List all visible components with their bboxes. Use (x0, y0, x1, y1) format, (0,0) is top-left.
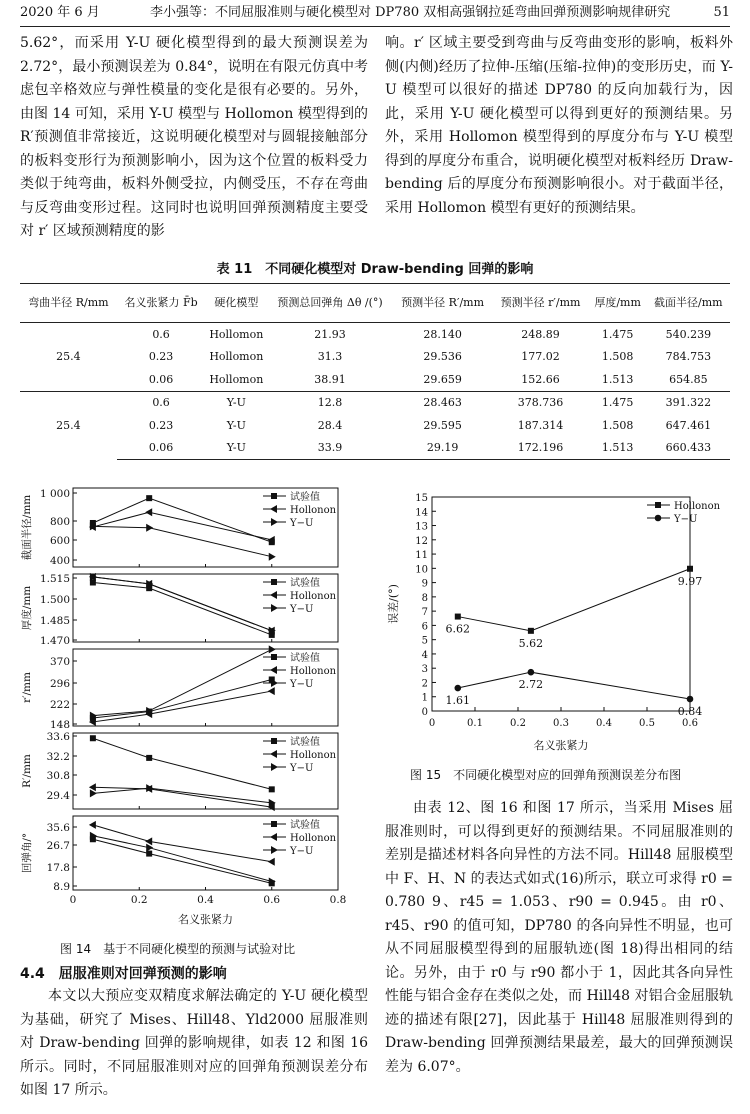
y-tick-label: 222 (49, 699, 70, 711)
legend-label: Hollonon (290, 833, 337, 844)
cell: 378.736 (492, 391, 588, 414)
marker-triangle-left (89, 821, 96, 829)
y-axis-label: r′/mm (21, 672, 33, 703)
fig14-panel (21, 731, 338, 811)
cell: 12.8 (267, 391, 392, 414)
y-tick-label: 400 (49, 555, 70, 567)
cell: 38.91 (314, 372, 346, 386)
cell: 1.508 (601, 350, 634, 364)
y-tick-label: 1.515 (39, 573, 70, 585)
series-line (93, 583, 272, 635)
figure-15-caption: 图 15 不同硬化模型对应的回弹角预测误差分布图 (410, 768, 682, 782)
marker-triangle-right (271, 846, 278, 854)
marker-triangle-left (270, 591, 277, 599)
table-header-row (20, 284, 730, 323)
y-tick-label: 15 (415, 493, 428, 504)
series-line (93, 788, 272, 803)
body-text-left-top (20, 32, 368, 244)
y-tick-label: 11 (415, 550, 428, 562)
legend-label: 试验值 (290, 820, 320, 831)
y-tick-label: 32.2 (46, 751, 70, 763)
y-tick-label: 0 (421, 707, 428, 718)
legend-label: Y−U (290, 846, 314, 857)
cell: 21.93 (314, 327, 346, 341)
cell: 33.9 (267, 437, 392, 460)
page-number: 51 (713, 5, 730, 20)
y-tick-label: 2 (421, 678, 428, 690)
y-tick-label: 296 (49, 678, 70, 690)
x-tick-label: 0 (428, 718, 436, 729)
cell: 31.3 (317, 350, 343, 364)
marker-square (90, 580, 96, 586)
body-text-right-bottom (385, 797, 733, 1079)
y-tick-label: 9 (421, 578, 428, 590)
legend-label: Hollonon (290, 505, 337, 516)
marker-circle (655, 515, 662, 522)
cell: 784.753 (665, 350, 712, 364)
cell: 172.196 (492, 437, 588, 460)
marker-square (455, 614, 461, 620)
y-tick-label: 17.8 (46, 862, 70, 874)
y-tick-label: 6 (421, 621, 428, 633)
marker-square (655, 502, 661, 508)
marker-triangle-left (270, 750, 277, 758)
table-row (20, 346, 730, 369)
y-tick-label: 4 (421, 649, 428, 661)
header-rule (20, 26, 730, 27)
marker-triangle-right (146, 524, 153, 532)
figure-14 (18, 478, 370, 933)
marker-circle (455, 685, 462, 692)
y-tick-label: 370 (49, 656, 70, 668)
marker-square (146, 851, 152, 857)
data-label: 9.97 (677, 574, 703, 588)
cell: 1.475 (589, 391, 647, 414)
cell: 29.659 (423, 372, 462, 386)
table-row (20, 391, 730, 414)
cell: 1.508 (601, 418, 634, 432)
data-label: 0.84 (677, 705, 703, 719)
series-line (93, 738, 272, 789)
cell: 0.06 (148, 372, 174, 386)
cell: 187.314 (517, 418, 564, 432)
table-row (20, 323, 730, 346)
x-tick-label: 0.2 (510, 718, 526, 729)
marker-square (271, 821, 277, 827)
legend-label: Y−U (290, 679, 314, 690)
series-line (93, 836, 272, 882)
cell: 0.06 (117, 437, 206, 460)
legend-label: 试验值 (290, 653, 320, 664)
y-tick-label: 600 (49, 535, 70, 547)
x-tick-label: 0.3 (553, 718, 569, 729)
series-line (93, 787, 272, 807)
cell: 29.595 (423, 418, 462, 432)
cell: 28.4 (317, 418, 343, 432)
marker-triangle-left (270, 666, 277, 674)
x-tick-label: 0.4 (596, 718, 612, 729)
header-date: 2020 年 6 月 (20, 5, 100, 20)
x-tick-label: 0.6 (263, 894, 281, 906)
fig14-panel (20, 488, 338, 567)
marker-square (687, 566, 693, 572)
series-line (458, 569, 690, 631)
marker-triangle-left (270, 505, 277, 513)
y-tick-label: 800 (49, 516, 70, 528)
x-tick-label: 0.6 (682, 718, 698, 729)
cell: 0.23 (148, 350, 174, 364)
marker-square (269, 786, 275, 792)
series-line (93, 691, 272, 722)
y-axis-label: 厚度/mm (21, 585, 33, 631)
cell: 152.66 (521, 372, 560, 386)
y-tick-label: 14 (415, 507, 428, 519)
x-tick-label: 0.2 (130, 894, 148, 906)
marker-square (271, 579, 277, 585)
th-thickness: 厚度/mm (589, 284, 647, 323)
cell-radius: 25.4 (20, 391, 117, 460)
y-axis-label: 截面半径/mm (21, 494, 33, 561)
legend-label: 试验值 (290, 492, 320, 503)
cell: Y-U (205, 391, 267, 414)
marker-triangle-right (271, 763, 278, 771)
x-tick-label: 0.5 (639, 718, 655, 729)
marker-square (271, 493, 277, 499)
data-label: 2.72 (518, 678, 544, 692)
th-R: 预测半径 R′/mm (393, 284, 493, 323)
x-tick-label: 0 (69, 894, 77, 906)
x-axis-label: 名义张紧力 (533, 739, 589, 752)
figure-14-caption: 图 14 基于不同硬化模型的预测与试验对比 (60, 942, 296, 956)
x-tick-label: 0.4 (197, 894, 214, 906)
marker-circle (687, 696, 694, 703)
cell: 1.513 (589, 437, 647, 460)
marker-triangle-right (269, 645, 276, 653)
cell: Y-U (205, 437, 267, 460)
y-tick-label: 26.7 (46, 840, 70, 852)
marker-triangle-left (145, 508, 152, 516)
cell: Hollomon (209, 372, 264, 386)
data-label: 1.61 (445, 694, 471, 708)
cell: Hollomon (209, 327, 264, 341)
x-axis-label: 名义张紧力 (178, 913, 233, 926)
running-header (20, 0, 730, 26)
paragraph: 由表 12、图 16 和图 17 所示，当采用 Mises 屈服准则时，可以得到更好的预测结果。不同屈服准则的差别是描述材料各向异性的方法不同。Hill48 屈服模型中 F、H、N 的表达式如式(16)所示，联立可求得 r0 = 0.780 9、r45 = 1.053、r90 = 0.945。由 r0、r45、r90 的值可知，DP780 的各向异性不明显，也可从不同屈服模型得到的屈服轨迹(图 18)得出相同的结论。另外，由于 r0 与 r90 都小于 1，因此其各向异性性能与铝合金存在类似之处，而 Hill48 对铝合金屈服轨迹的描述有限[27]，因此基于 Hill48 屈服准则得到的 Draw-bending 回弹预测结果最差，最大的回弹预测误差为 6.07°。 (385, 800, 733, 1075)
cell: 0.6 (117, 391, 206, 414)
y-tick-label: 13 (415, 521, 428, 533)
marker-square (146, 495, 152, 501)
marker-triangle-left (268, 687, 275, 695)
y-tick-label: 1.500 (39, 594, 70, 606)
body-text-left-bottom (20, 985, 368, 1103)
cell: 660.433 (647, 437, 730, 460)
header-title: 李小强等：不同屈服准则与硬化模型对 DP780 双相高强钢拉延弯曲回弹预测影响规律研究 (150, 5, 671, 20)
paragraph: 响。r′ 区域主要受到弯曲与反弯曲变形的影响，板料外侧(内侧)经历了拉伸-压缩(压缩-拉伸)的变形历史，而 Y-U 模型可以很好的描述 DP780 的反向加载行为，因此，采用 Y-U 硬化模型可以得到更好的预测结果。另外，采用 Hollomon 模型得到的厚度分布与 Y-U 模型得到的厚度分布重合，说明硬化模型对板料经历 Draw-bending 后的厚度分布预测影响很小。对于截面半径，采用 Hollomon 模型有更好的预测结果。 (385, 35, 733, 216)
paragraph: 5.62°，而采用 Y-U 硬化模型得到的最大预测误差为 2.72°，最小预测误差为 0.84°，说明在有限元仿真中考虑包辛格效应与弹性模量的变化是很有必要的。另外，由图 14 可知，采用 Y-U 模型与 Hollomon 模型得到的 R′预测值非常接近，这说明硬化模型对与圆辊接触部分的板料变形行为预测影响小，因为这个位置的板料受力类似于纯弯曲，板料外侧受拉，内侧受压，不存在弯曲与反弯曲变形过程。这同时也说明回弹预测精度主要受对 r′ 区域预测精度的影 (20, 35, 368, 239)
cell: 29.19 (393, 437, 493, 460)
cell: 391.322 (647, 391, 730, 414)
cell: 654.85 (669, 372, 708, 386)
table-11-caption: 表 11 不同硬化模型对 Draw-bending 回弹的影响 (216, 262, 534, 277)
fig14-panel (20, 816, 338, 893)
y-tick-label: 1 000 (39, 488, 70, 500)
th-section: 截面半径/mm (647, 284, 730, 323)
th-model: 硬化模型 (205, 284, 267, 323)
marker-triangle-left (268, 858, 275, 866)
legend-label: Y−U (290, 518, 314, 529)
paragraph: 本文以大预应变双精度求解法确定的 Y-U 硬化模型为基础，研究了 Mises、Hill48、Yld2000 屈服准则对 Draw-bending 回弹的影响规律，如表 12 和图 16 所示。同时，不同屈服准则对应的回弹角预测误差分布如图 17 所示。 (20, 988, 368, 1098)
series-line (458, 672, 690, 699)
y-tick-label: 7 (421, 607, 428, 619)
cell: 248.89 (521, 327, 560, 341)
marker-square (90, 735, 96, 741)
cell: 1.475 (601, 327, 634, 341)
data-label: 6.62 (445, 622, 471, 636)
legend-label: Y−U (290, 604, 314, 615)
series-line (93, 526, 272, 556)
y-tick-label: 148 (49, 719, 70, 731)
legend-label: Hollonon (290, 591, 337, 602)
y-tick-label: 3 (421, 664, 428, 676)
plot-frame (432, 497, 690, 711)
cell: Y-U (226, 418, 246, 432)
marker-triangle-right (269, 553, 276, 561)
marker-triangle-left (270, 833, 277, 841)
table-11 (20, 283, 730, 460)
legend-label: Hollonon (674, 501, 721, 512)
y-tick-label: 12 (415, 535, 428, 547)
cell: 1.513 (601, 372, 634, 386)
marker-square (271, 654, 277, 660)
y-tick-label: 33.6 (46, 731, 70, 743)
marker-square (528, 628, 534, 634)
cell: 28.463 (393, 391, 493, 414)
y-tick-label: 1 (421, 692, 428, 704)
table-row (20, 437, 730, 460)
y-tick-label: 1.470 (39, 635, 70, 647)
y-axis-label: 误差/(°) (387, 584, 400, 624)
fig14-panel (20, 573, 338, 647)
th-tension: 名义张紧力 F̄b (117, 284, 206, 323)
section-title: 4.4 屈服准则对回弹预测的影响 (20, 966, 227, 982)
cell: Hollomon (209, 350, 264, 364)
legend-label: Hollonon (290, 750, 337, 761)
legend-label: Y−U (290, 763, 314, 774)
y-axis-label: R′/mm (21, 754, 33, 788)
legend-label: Y−U (674, 514, 698, 525)
marker-triangle-right (271, 518, 278, 526)
fig14-panel (21, 645, 338, 731)
y-tick-label: 35.6 (46, 822, 70, 834)
series-line (93, 679, 272, 718)
cell: 0.6 (152, 327, 170, 341)
legend-label: Hollonon (290, 666, 337, 677)
series-line (93, 839, 272, 883)
series-line (93, 825, 272, 862)
x-tick-label: 0.8 (329, 894, 347, 906)
figure-15 (385, 485, 735, 755)
cell: 0.23 (148, 418, 174, 432)
y-tick-label: 29.4 (46, 790, 70, 802)
cell: 28.140 (423, 327, 462, 341)
table-row (20, 368, 730, 391)
y-tick-label: 10 (415, 564, 428, 576)
series-line (93, 649, 272, 715)
y-tick-label: 1.485 (39, 615, 70, 627)
cell-radius: 25.4 (56, 350, 81, 364)
cell: 647.461 (665, 418, 712, 432)
th-radius: 弯曲半径 R/mm (20, 284, 117, 323)
marker-triangle-right (271, 604, 278, 612)
marker-square (271, 738, 277, 744)
cell: 29.536 (423, 350, 462, 364)
th-springback: 预测总回弹角 Δθ /(°) (267, 284, 392, 323)
legend-label: 试验值 (290, 737, 320, 748)
marker-circle (528, 669, 535, 676)
cell: 177.02 (521, 350, 560, 364)
legend-label: 试验值 (290, 578, 320, 589)
y-tick-label: 8 (421, 592, 428, 604)
th-r: 预测半径 r′/mm (492, 284, 588, 323)
y-tick-label: 30.8 (46, 770, 70, 782)
body-text-right-top (385, 32, 733, 220)
cell: 540.239 (665, 327, 712, 341)
y-axis-label: 回弹角/° (21, 832, 33, 874)
table-row (20, 414, 730, 437)
y-tick-label: 5 (421, 635, 428, 647)
x-tick-label: 0.1 (467, 718, 483, 729)
y-tick-label: 8.9 (53, 881, 70, 893)
marker-square (146, 755, 152, 761)
data-label: 5.62 (518, 636, 544, 650)
